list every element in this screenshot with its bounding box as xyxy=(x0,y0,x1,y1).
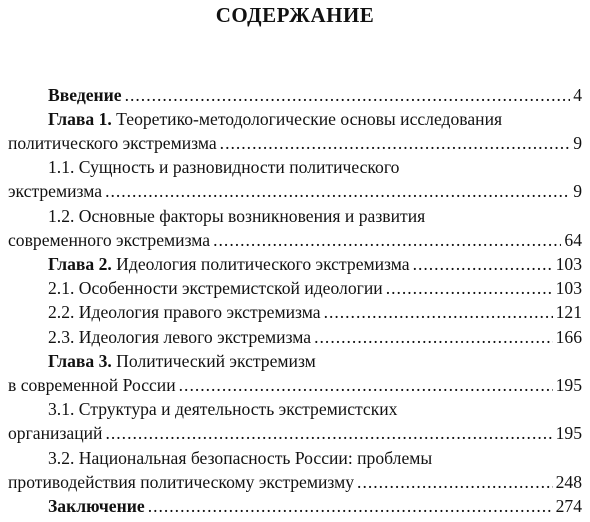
toc-entry xyxy=(0,204,582,228)
toc-leader-dots xyxy=(105,421,552,445)
toc-entry-prefix: Глава 1. xyxy=(48,109,112,129)
toc-entry-title: 3.2. Национальная безопасность России: проблемы xyxy=(48,448,433,468)
toc-leader-dots xyxy=(386,276,553,300)
toc-page-number: 9 xyxy=(573,181,582,201)
toc-entry xyxy=(0,300,582,324)
toc-entry-prefix: Глава 2. xyxy=(48,254,112,274)
toc-page-number: 121 xyxy=(555,302,582,322)
toc-entry xyxy=(0,252,582,276)
toc-page-number: 195 xyxy=(555,423,582,443)
toc-entry-prefix: Введение xyxy=(48,85,122,105)
toc-page-number: 248 xyxy=(555,472,582,492)
toc-leader-dots xyxy=(179,373,553,397)
toc-entry xyxy=(0,131,582,155)
toc-leader-dots xyxy=(314,325,552,349)
toc-leader-dots xyxy=(357,470,553,494)
toc-leader-dots xyxy=(125,83,571,107)
toc-entry xyxy=(0,397,582,421)
toc-entry xyxy=(0,179,582,203)
toc-leader-dots xyxy=(220,131,571,155)
toc-entry-title: 2.2. Идеология правого экстремизма xyxy=(48,302,321,322)
toc-entry xyxy=(0,228,582,252)
toc-leader-dots xyxy=(413,252,553,276)
toc-page-number: 103 xyxy=(555,278,582,298)
toc-page-number: 64 xyxy=(564,230,582,250)
toc-entry-title: 2.3. Идеология левого экстремизма xyxy=(48,327,312,347)
toc-page-number: 9 xyxy=(573,133,582,153)
toc-entry-title: противодействия политическому экстремизму xyxy=(8,472,355,492)
toc-entry-title: политического экстремизма xyxy=(8,133,217,153)
toc-entry-prefix: Глава 3. xyxy=(48,351,112,371)
toc-entry xyxy=(0,421,582,445)
toc-entry-title: экстремизма xyxy=(8,181,103,201)
toc-entry xyxy=(0,373,582,397)
toc-entry xyxy=(0,446,582,470)
toc-entry xyxy=(0,276,582,300)
toc-entry-title: 1.2. Основные факторы возникновения и развития xyxy=(48,206,426,226)
toc-entry-title: в современной России xyxy=(8,375,176,395)
toc-leader-dots xyxy=(105,179,570,203)
toc-entry xyxy=(0,83,582,107)
toc-entry xyxy=(0,470,582,494)
toc-entry xyxy=(0,349,582,373)
toc-leader-dots xyxy=(324,300,553,324)
toc-entry-title: Идеология политического экстремизма xyxy=(111,254,410,274)
toc-page-number: 103 xyxy=(555,254,582,274)
toc-entry xyxy=(0,494,582,518)
toc-entry-title: Политический экстремизм xyxy=(111,351,316,371)
toc-leader-dots xyxy=(148,494,553,518)
toc-leader-dots xyxy=(213,228,561,252)
toc-entry-title: 3.1. Структура и деятельность экстремистских xyxy=(48,399,398,419)
toc-page-number: 166 xyxy=(555,327,582,347)
page-title: СОДЕРЖАНИЕ xyxy=(215,3,375,27)
toc-entry xyxy=(0,325,582,349)
toc-entry-title: 1.1. Сущность и разновидности политического xyxy=(48,157,400,177)
toc-entry-prefix: Заключение xyxy=(48,496,145,516)
toc-entry-title: Теоретико-методологические основы исследования xyxy=(111,109,503,129)
toc-entry xyxy=(0,107,582,131)
toc-entry-title: организаций xyxy=(8,423,103,443)
toc-page-number: 274 xyxy=(555,496,582,516)
toc-entry xyxy=(0,155,582,179)
toc-entry-title: современного экстремизма xyxy=(8,230,211,250)
toc-entry-title: 2.1. Особенности экстремистской идеологии xyxy=(48,278,383,298)
toc-page-number: 195 xyxy=(555,375,582,395)
toc-page-number: 4 xyxy=(573,85,582,105)
